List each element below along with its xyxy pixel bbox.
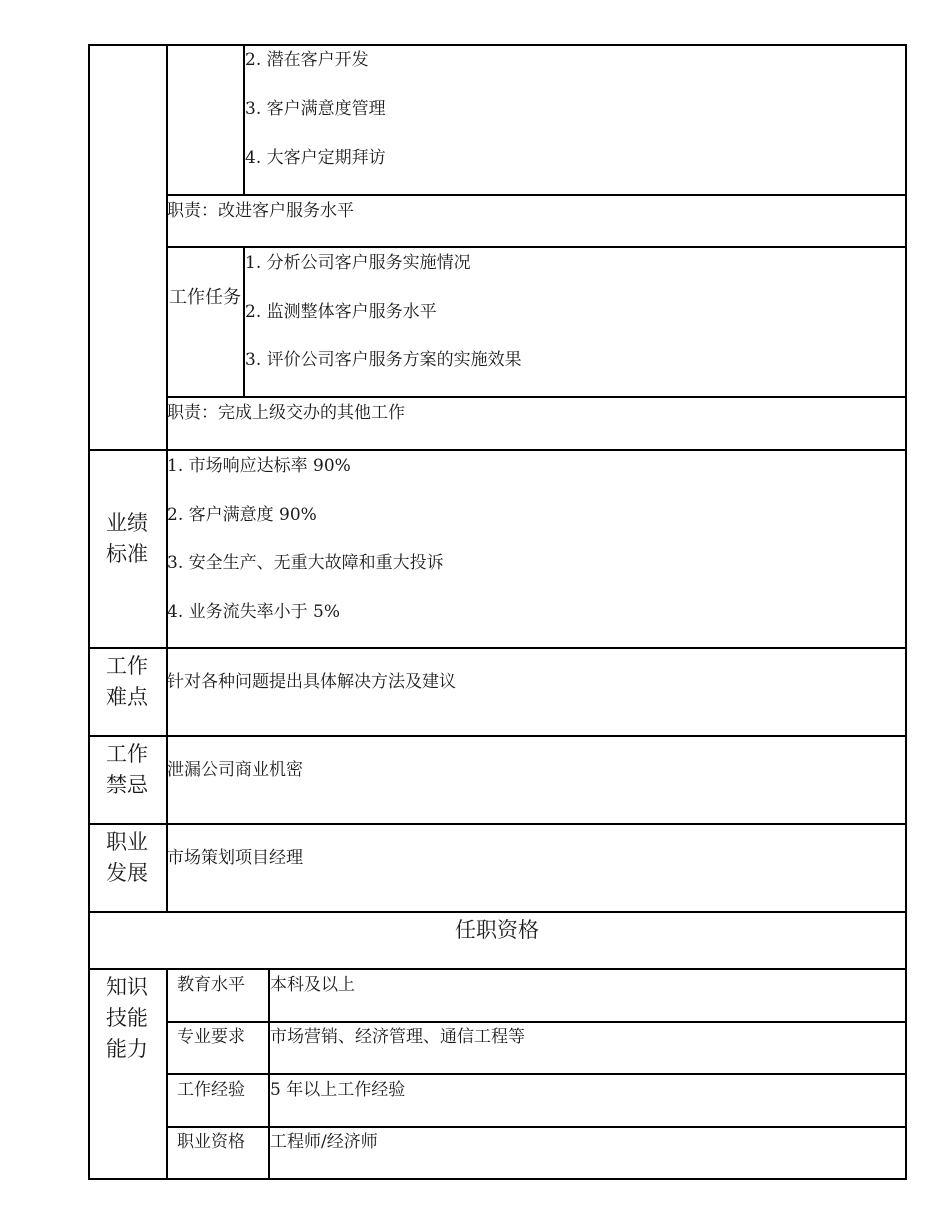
row-divider <box>166 396 907 398</box>
section-title: 任职资格 <box>455 918 539 942</box>
taboo-value: 泄漏公司商业机密 <box>167 760 303 780</box>
performance-item: 1. 市场响应达标率 90% <box>167 456 351 476</box>
difficulty-label: 工作难点 <box>106 654 148 709</box>
table-border-bottom <box>88 1178 907 1180</box>
row-divider <box>166 1126 907 1128</box>
row-divider <box>166 1021 907 1023</box>
qualification-label: 教育水平 <box>177 975 245 995</box>
column-divider <box>166 44 168 912</box>
career-value: 市场策划项目经理 <box>167 848 303 868</box>
row-divider <box>88 735 907 737</box>
row-divider <box>88 449 907 451</box>
responsibility-title: 职责：完成上级交办的其他工作 <box>167 403 405 423</box>
table-border-right <box>905 44 907 1179</box>
row-divider <box>166 194 907 196</box>
task-item: 3. 客户满意度管理 <box>245 99 386 119</box>
performance-item: 3. 安全生产、无重大故障和重大投诉 <box>167 553 444 573</box>
column-divider <box>166 968 168 1179</box>
row-divider <box>88 647 907 649</box>
row-divider <box>166 1073 907 1075</box>
performance-item: 2. 客户满意度 90% <box>167 505 317 525</box>
responsibility-title: 职责：改进客户服务水平 <box>167 201 354 221</box>
qualification-label: 工作经验 <box>177 1080 245 1100</box>
qualification-label: 职业资格 <box>177 1132 245 1152</box>
task-label: 工作任务 <box>169 287 241 308</box>
qualification-value: 工程师/经济师 <box>270 1132 378 1152</box>
performance-label: 业绩标准 <box>106 511 148 566</box>
row-divider <box>88 823 907 825</box>
task-item: 1. 分析公司客户服务实施情况 <box>245 253 471 273</box>
qualification-value: 市场营销、经济管理、通信工程等 <box>270 1027 525 1047</box>
taboo-label: 工作禁忌 <box>106 742 148 797</box>
row-divider <box>88 911 907 913</box>
career-label: 职业发展 <box>106 830 148 885</box>
task-item: 3. 评价公司客户服务方案的实施效果 <box>245 350 522 370</box>
qualification-value: 5 年以上工作经验 <box>270 1080 406 1100</box>
qualification-label: 专业要求 <box>177 1027 245 1047</box>
task-item: 2. 潜在客户开发 <box>245 50 369 70</box>
table-border-top <box>88 44 907 46</box>
performance-item: 4. 业务流失率小于 5% <box>167 602 340 622</box>
qualification-group-label: 知识技能能力 <box>106 975 148 1061</box>
row-divider <box>166 246 907 248</box>
task-item: 4. 大客户定期拜访 <box>245 148 386 168</box>
difficulty-value: 针对各种问题提出具体解决方法及建议 <box>167 672 456 692</box>
row-divider <box>88 968 907 970</box>
qualification-value: 本科及以上 <box>270 975 355 995</box>
task-item: 2. 监测整体客户服务水平 <box>245 302 437 322</box>
